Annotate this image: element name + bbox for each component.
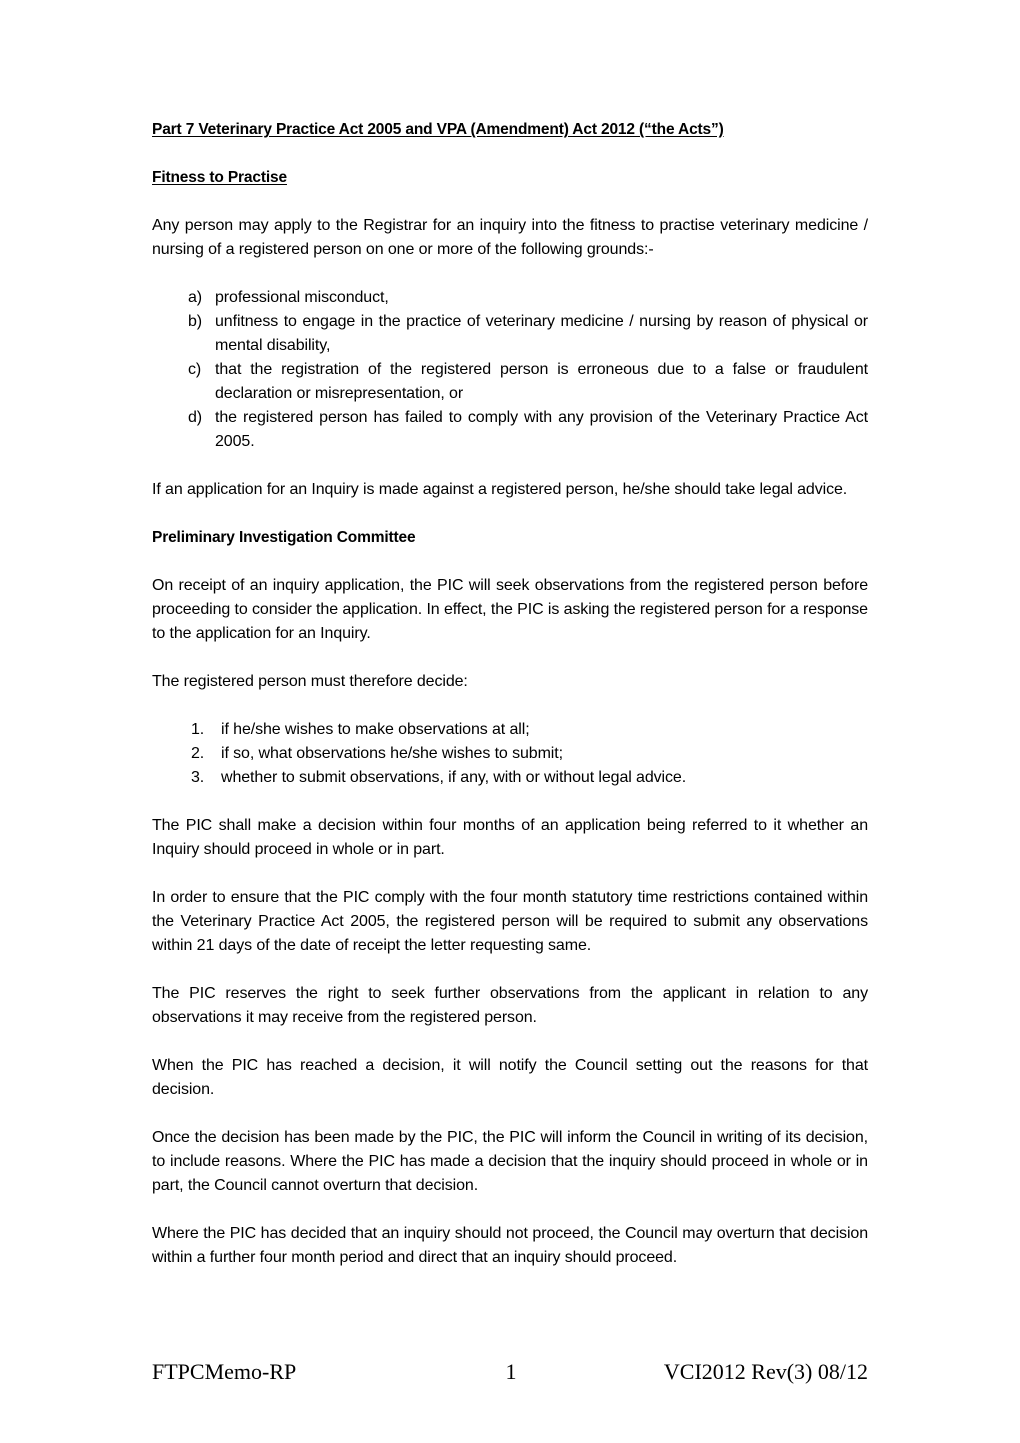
list-item-text: if so, what observations he/she wishes to submit; (221, 745, 563, 762)
spacer (152, 550, 868, 574)
spacer (152, 1198, 868, 1222)
paragraph-further-observations: The PIC reserves the right to seek further observations from the applicant in relation to any observations it may receive from the registered person. (152, 985, 868, 1026)
list-marker: 2. (191, 745, 205, 762)
section-heading-preliminary-investigation-committee: Preliminary Investigation Committee (152, 529, 416, 546)
page-footer (152, 1357, 868, 1387)
paragraph-inform-council: Once the decision has been made by the PIC, the PIC will inform the Council in writing of its decision, to include reasons. Where the PIC has made a decision that the inquiry should proceed in whole or in part, the Council cannot overturn that decision. (152, 1129, 868, 1194)
paragraph-intro: Any person may apply to the Registrar for an inquiry into the fitness to practise veterinary medicine / nursing of a registered person on one or more of the following grounds:- (152, 217, 868, 258)
spacer (152, 190, 868, 214)
list-item (152, 742, 868, 766)
footer-page-number: 1 (505, 1359, 517, 1384)
list-item-text: professional misconduct, (215, 289, 389, 306)
list-item-text: that the registration of the registered person is erroneous due to a false or fraudulent declaration or misrepresentation, or (215, 361, 868, 402)
paragraph-legal-advice: If an application for an Inquiry is made against a registered person, he/she should take legal advice. (152, 481, 848, 498)
section-heading-fitness-to-practise: Fitness to Practise (152, 169, 287, 186)
paragraph-pic-receipt: On receipt of an inquiry application, the PIC will seek observations from the registered person before proceeding to consider the application. In effect, the PIC is asking the registered person for a response to the application for an Inquiry. (152, 577, 868, 642)
list-item-text: the registered person has failed to comply with any provision of the Veterinary Practice Act 2005. (215, 409, 868, 450)
list-item (152, 766, 868, 790)
spacer (152, 454, 868, 478)
footer-revision: VCI2012 Rev(3) 08/12 (663, 1359, 868, 1384)
spacer (152, 1030, 868, 1054)
spacer (152, 262, 868, 286)
paragraph-four-months: The PIC shall make a decision within four months of an application being referred to it whether an Inquiry should proceed in whole or in part. (152, 817, 868, 858)
spacer (152, 862, 868, 886)
list-item (152, 358, 868, 406)
list-marker: 3. (191, 769, 205, 786)
grounds-list (152, 286, 868, 454)
spacer (152, 958, 868, 982)
paragraph-council-overturn: Where the PIC has decided that an inquiry should not proceed, the Council may overturn that decision within a further four month period and direct that an inquiry should proceed. (152, 1225, 868, 1266)
spacer (152, 694, 868, 718)
paragraph-must-decide: The registered person must therefore decide: (152, 673, 468, 690)
list-item-text: whether to submit observations, if any, with or without legal advice. (221, 769, 687, 786)
page-title: Part 7 Veterinary Practice Act 2005 and VPA (Amendment) Act 2012 (“the Acts”) (152, 121, 724, 138)
list-marker: 1. (191, 721, 205, 738)
spacer (152, 502, 868, 526)
list-item (152, 406, 868, 454)
spacer (152, 790, 868, 814)
decisions-list (152, 718, 868, 790)
spacer (152, 646, 868, 670)
footer-document-code: FTPCMemo-RP (152, 1359, 297, 1384)
list-item-text: if he/she wishes to make observations at all; (221, 721, 530, 738)
list-marker: c) (188, 361, 202, 378)
paragraph-statutory-restrictions: In order to ensure that the PIC comply with the four month statutory time restrictions contained within the Veterinary Practice Act 2005, the registered person will be required to submit any observations within 21 days of the date of receipt the letter requesting same. (152, 889, 868, 954)
list-item (152, 310, 868, 358)
paragraph-notify-council: When the PIC has reached a decision, it will notify the Council setting out the reasons for that decision. (152, 1057, 868, 1098)
list-item (152, 286, 868, 310)
list-marker: d) (188, 409, 203, 426)
spacer (152, 142, 868, 166)
list-marker: a) (188, 289, 203, 306)
list-item (152, 718, 868, 742)
list-item-text: unfitness to engage in the practice of veterinary medicine / nursing by reason of physical or mental disability, (215, 313, 868, 354)
list-marker: b) (188, 313, 203, 330)
document-body (152, 118, 868, 1270)
spacer (152, 1102, 868, 1126)
